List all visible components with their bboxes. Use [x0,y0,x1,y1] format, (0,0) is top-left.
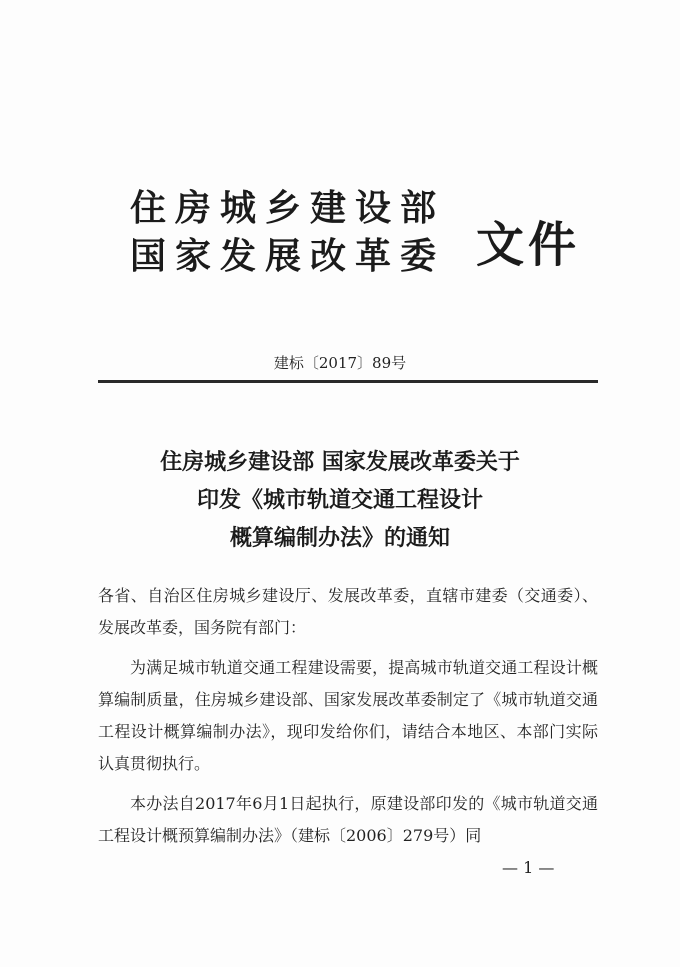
title-line-3: 概算编制办法》的通知 [229,525,450,551]
body-paragraph-2: 本办法自2017年6月1日起执行，原建设部印发的《城市轨道交通工程设计概预算编制办法》（建标〔2006〕279号）同 [98,794,598,845]
document-header [130,188,590,288]
document-type-label: 文件 [476,217,581,273]
title-line-2: 印发《城市轨道交通工程设计 [196,487,483,513]
document-title [0,443,680,557]
addressee-paragraph: 各省、自治区住房城乡建设厅、发展改革委，直辖市建委（交通委）、发展改革委，国务院有部门： [98,586,598,637]
document-body [98,580,598,852]
issuer-line-1: 住房城乡建设部 [130,187,446,229]
page-number: — 1 — [502,858,555,877]
title-line-1: 住房城乡建设部 国家发展改革委关于 [160,449,520,475]
header-divider [98,380,598,383]
issuer-line-2: 国家发展改革委 [130,235,446,277]
document-number: 建标〔2017〕89号 [273,354,407,372]
body-paragraph-1: 为满足城市轨道交通工程建设需要，提高城市轨道交通工程设计概算编制质量，住房城乡建设部、国家发展改革委制定了《城市轨道交通工程设计概算编制办法》，现印发给你们，请结合本地区、本部门实际认真贯彻执行。 [98,658,598,773]
